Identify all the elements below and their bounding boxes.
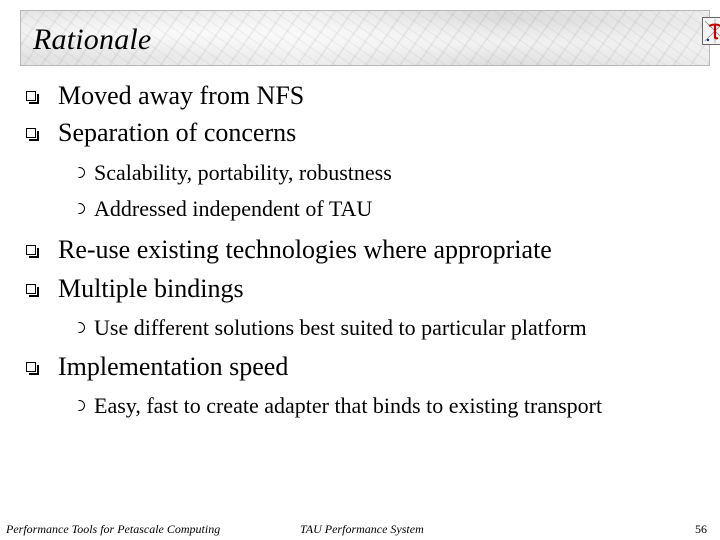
bullet-square-icon <box>26 245 36 255</box>
bullet-item: Re-use existing technologies where appropriate <box>58 235 552 264</box>
sub-bullet-item: Scalability, portability, robustness <box>94 160 392 185</box>
bullet-arc-icon <box>74 203 85 214</box>
page-number: 56 <box>695 522 707 536</box>
bullet-square-icon <box>26 362 36 372</box>
slide-title: Rationale <box>33 23 152 56</box>
bullet-arc-icon <box>74 400 85 411</box>
bullet-item: Multiple bindings <box>58 274 244 303</box>
bullet-square-icon <box>26 128 36 138</box>
bullet-item: Separation of concerns <box>58 118 297 147</box>
bullet-item: Moved away from NFS <box>58 81 305 110</box>
sub-bullet-item: Addressed independent of TAU <box>94 196 373 221</box>
footer-left-text: Performance Tools for Petascale Computing <box>6 522 221 536</box>
sub-bullet-item: Easy, fast to create adapter that binds to existing transport <box>94 393 603 418</box>
bullet-item: Implementation speed <box>58 352 289 381</box>
bullet-arc-icon <box>74 322 85 333</box>
bullet-square-icon <box>26 91 36 101</box>
bullet-square-icon <box>26 284 36 294</box>
footer-center-text: TAU Performance System <box>300 522 424 536</box>
sub-bullet-item: Use different solutions best suited to particular platform <box>94 315 587 340</box>
bullet-arc-icon <box>74 167 85 178</box>
